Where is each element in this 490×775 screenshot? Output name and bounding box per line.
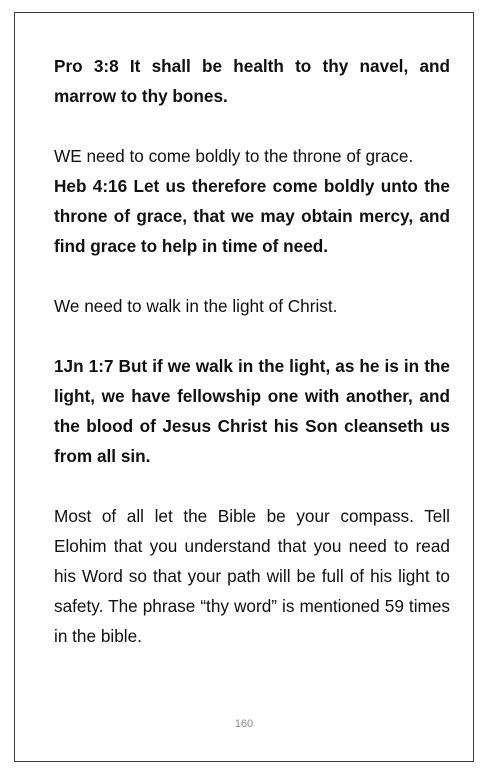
paragraph-spacer — [54, 321, 450, 351]
scripture-proverbs-3-8: Pro 3:8 It shall be health to thy navel, and marrow to thy bones. — [54, 56, 450, 106]
page-number: 160 — [234, 718, 254, 730]
document-page — [14, 12, 474, 762]
paragraph-spacer — [54, 111, 450, 141]
page-content — [54, 51, 450, 651]
paragraph-bible-compass: Most of all let the Bible be your compass. Tell Elohim that you understand that you need to read his Word so that your path will be full of his light to safety. The phrase “thy word” is mentioned 59 times in the bible. — [54, 506, 450, 646]
scripture-1-john-1-7: 1Jn 1:7 But if we walk in the light, as he is in the light, we have fellowship one with another, and the blood of Jesus Christ his Son cleanseth us from all sin. — [54, 356, 450, 466]
paragraph-spacer — [54, 261, 450, 291]
paragraph-spacer — [54, 471, 450, 501]
paragraph-walk-in-light: We need to walk in the light of Christ. — [54, 296, 338, 316]
scripture-hebrews-4-16: Heb 4:16 Let us therefore come boldly unto the throne of grace, that we may obtain mercy, and find grace to help in time of need. — [54, 176, 450, 256]
paragraph-throne-of-grace: WE need to come boldly to the throne of grace. — [54, 146, 414, 166]
